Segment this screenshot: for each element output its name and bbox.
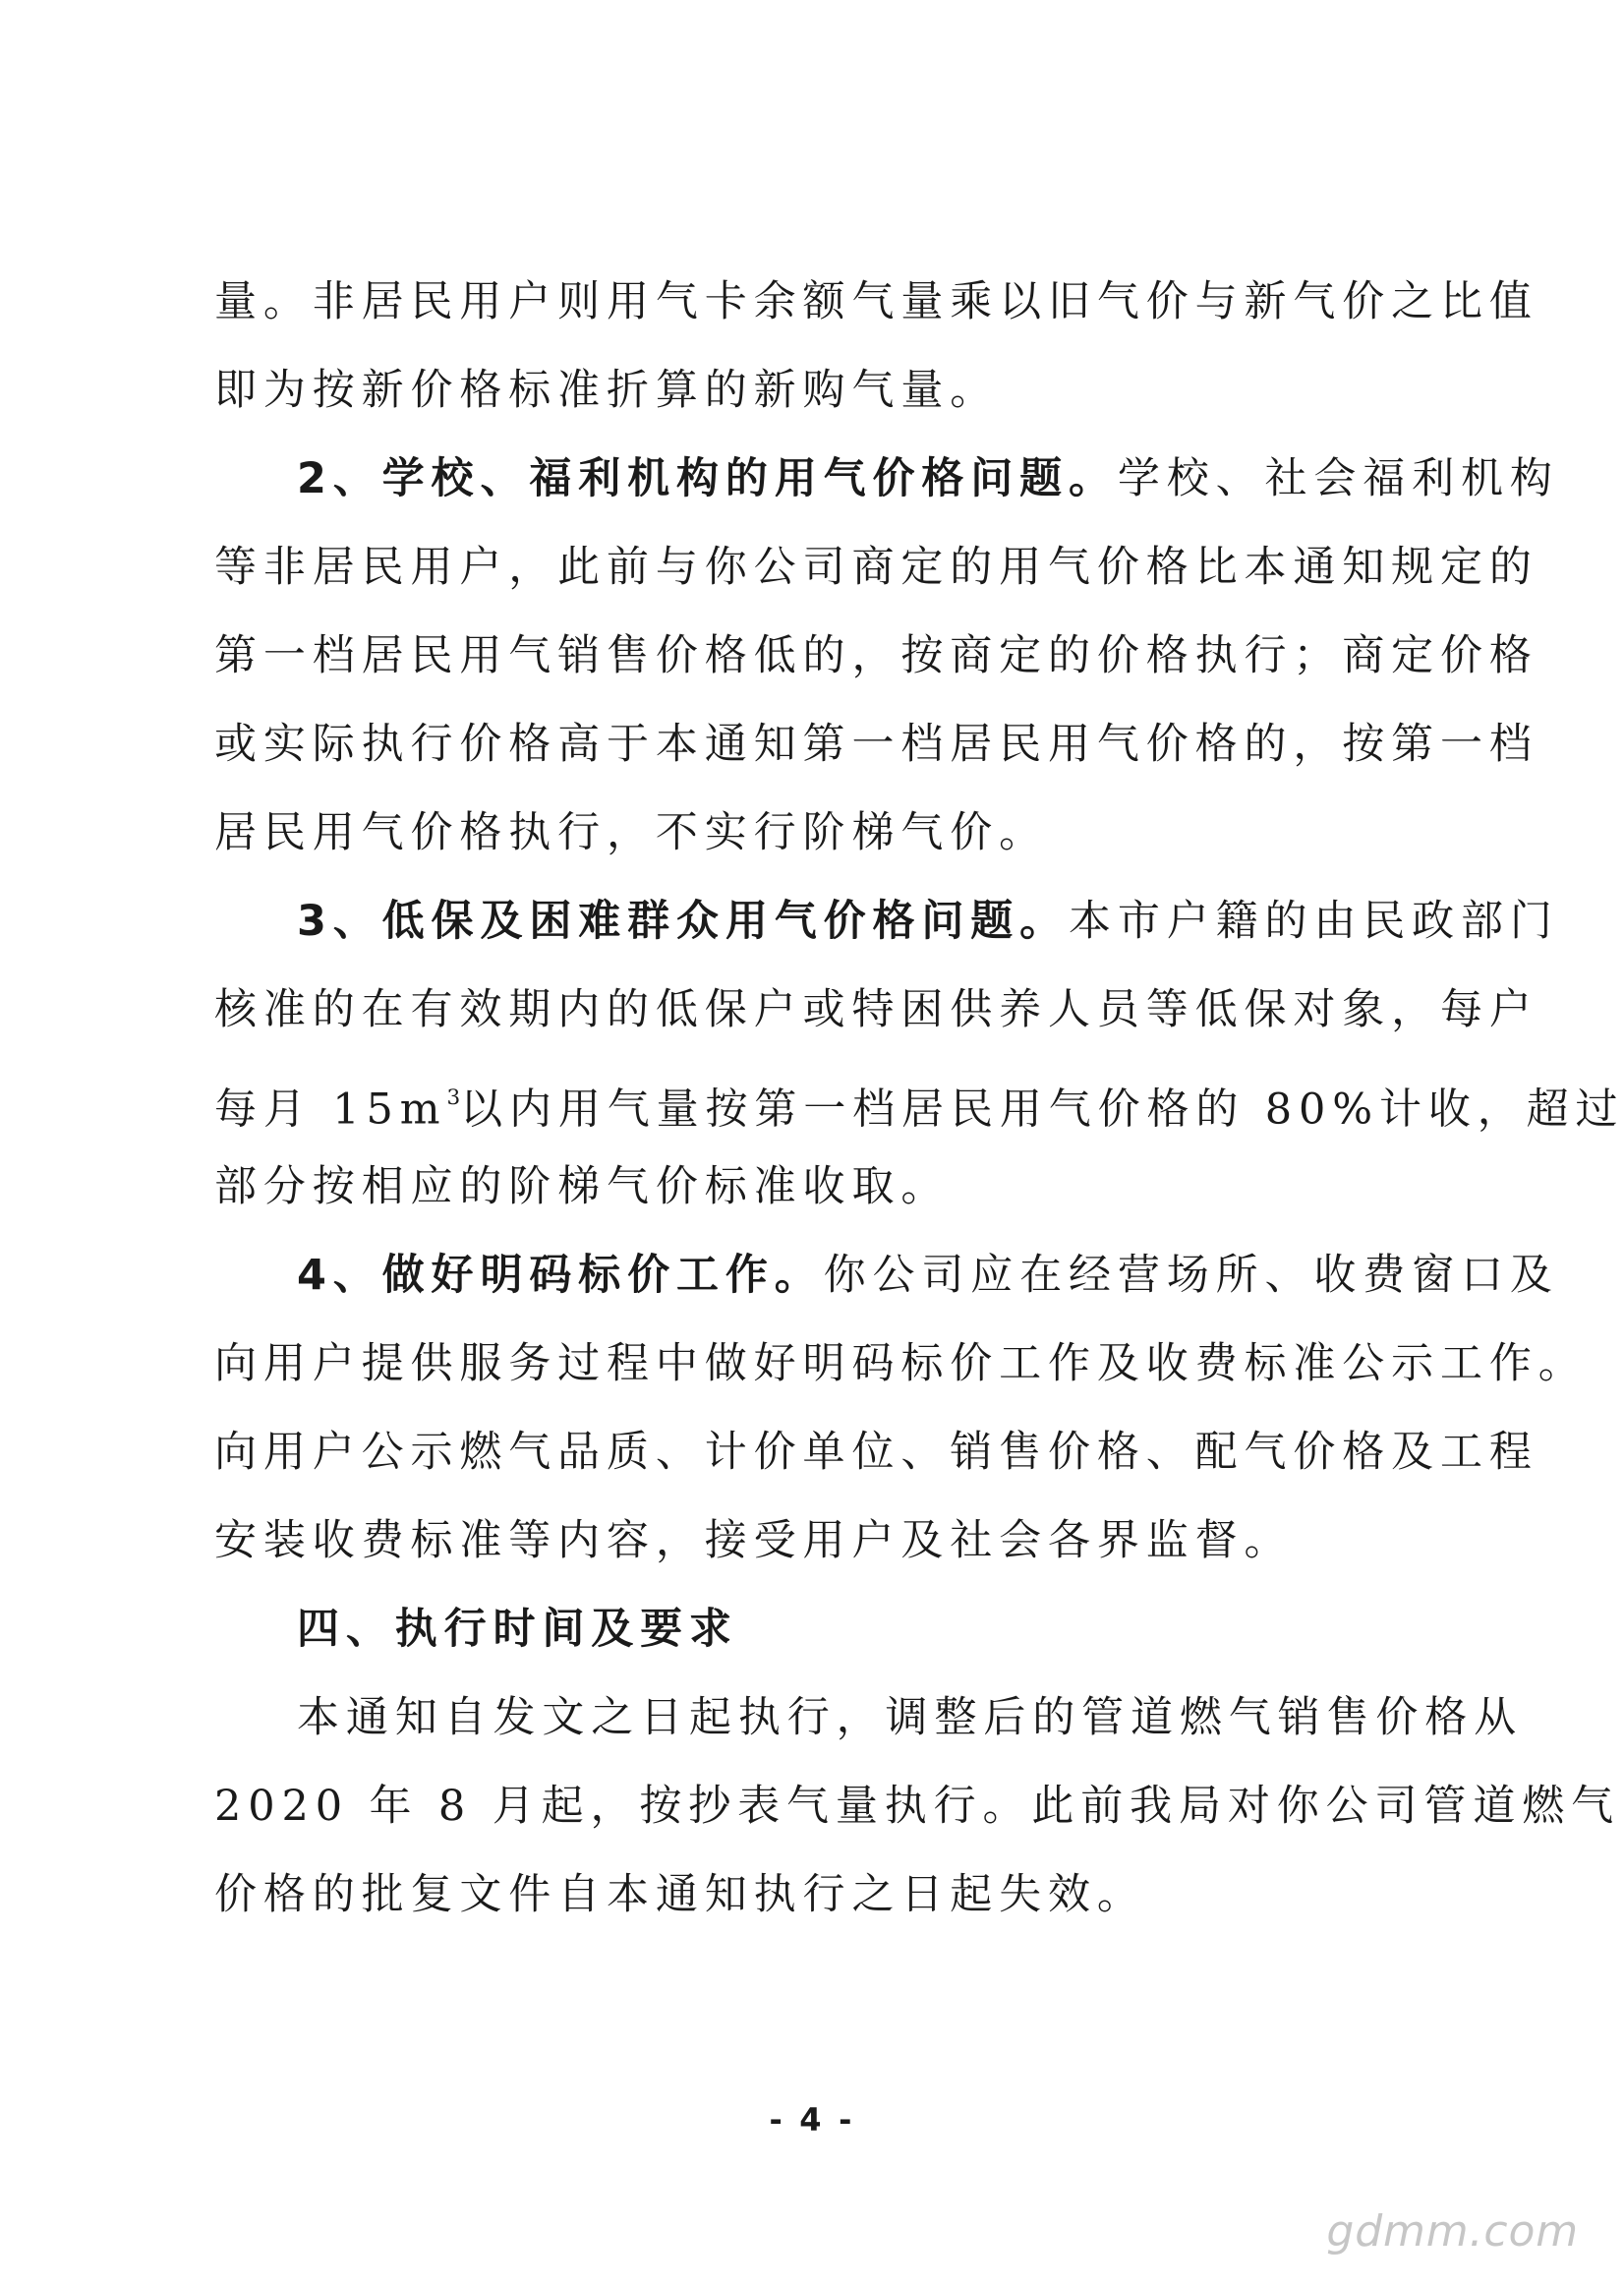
paragraph-line: 向用户公示燃气品质、计价单位、销售价格、配气价格及工程 [214,1428,1538,1477]
cubic-superscript: 3 [446,1085,461,1110]
item-2-text: 学校、社会福利机构 [1117,454,1559,503]
paragraph-line: 价格的批复文件自本通知执行之日起失效。 [214,1870,1146,1919]
paragraph-line: 或实际执行价格高于本通知第一档居民用气价格的，按第一档 [214,720,1538,769]
paragraph-line [214,1054,1624,1143]
page-number: - 4 - [769,2101,855,2139]
paragraph-line: 第一档居民用气销售价格低的，按商定的价格执行；商定价格 [214,631,1538,680]
paragraph-line: 部分按相应的阶梯气价标准收取。 [214,1162,951,1211]
watermark: gdmm.com [1326,2206,1579,2257]
paragraph-line: 即为按新价格标准折算的新购气量。 [214,366,1000,415]
paragraph-line: 本通知自发文之日起执行，调整后的管道燃气销售价格从 [297,1693,1523,1742]
paragraph-line: 安装收费标准等内容，接受用户及社会各界监督。 [214,1516,1294,1565]
section-4-heading: 四、执行时间及要求 [297,1605,738,1654]
paragraph-line: 核准的在有效期内的低保户或特困供养人员等低保对象，每户 [214,985,1538,1034]
item-4-line [214,1231,1559,1319]
paragraph-line: 居民用气价格执行，不实行阶梯气价。 [214,808,1048,857]
item-2-line [214,435,1559,523]
item-3-text: 本市户籍的由民政部门 [1069,897,1559,946]
item-2-heading: 2、学校、福利机构的用气价格问题。 [297,454,1118,503]
item-3-heading: 3、低保及困难群众用气价格问题。 [297,897,1069,946]
document-body [214,258,1624,1939]
paragraph-line: 等非居民用户，此前与你公司商定的用气价格比本通知规定的 [214,543,1538,592]
paragraph-line: 向用户提供服务过程中做好明码标价工作及收费标准公示工作。 [214,1339,1588,1388]
paragraph-line: 2020 年 8 月起，按抄表气量执行。此前我局对你公司管道燃气 [214,1782,1620,1831]
paragraph-line: 量。非居民用户则用气卡余额气量乘以旧气价与新气价之比值 [214,277,1538,326]
text-before-superscript: 每月 15m [214,1085,447,1135]
item-3-line [214,877,1559,966]
item-4-text: 你公司应在经营场所、收费窗口及 [823,1251,1559,1300]
item-4-heading: 4、做好明码标价工作。 [297,1251,824,1300]
text-after-superscript: 以内用气量按第一档居民用气价格的 80%计收，超过 [460,1085,1624,1135]
